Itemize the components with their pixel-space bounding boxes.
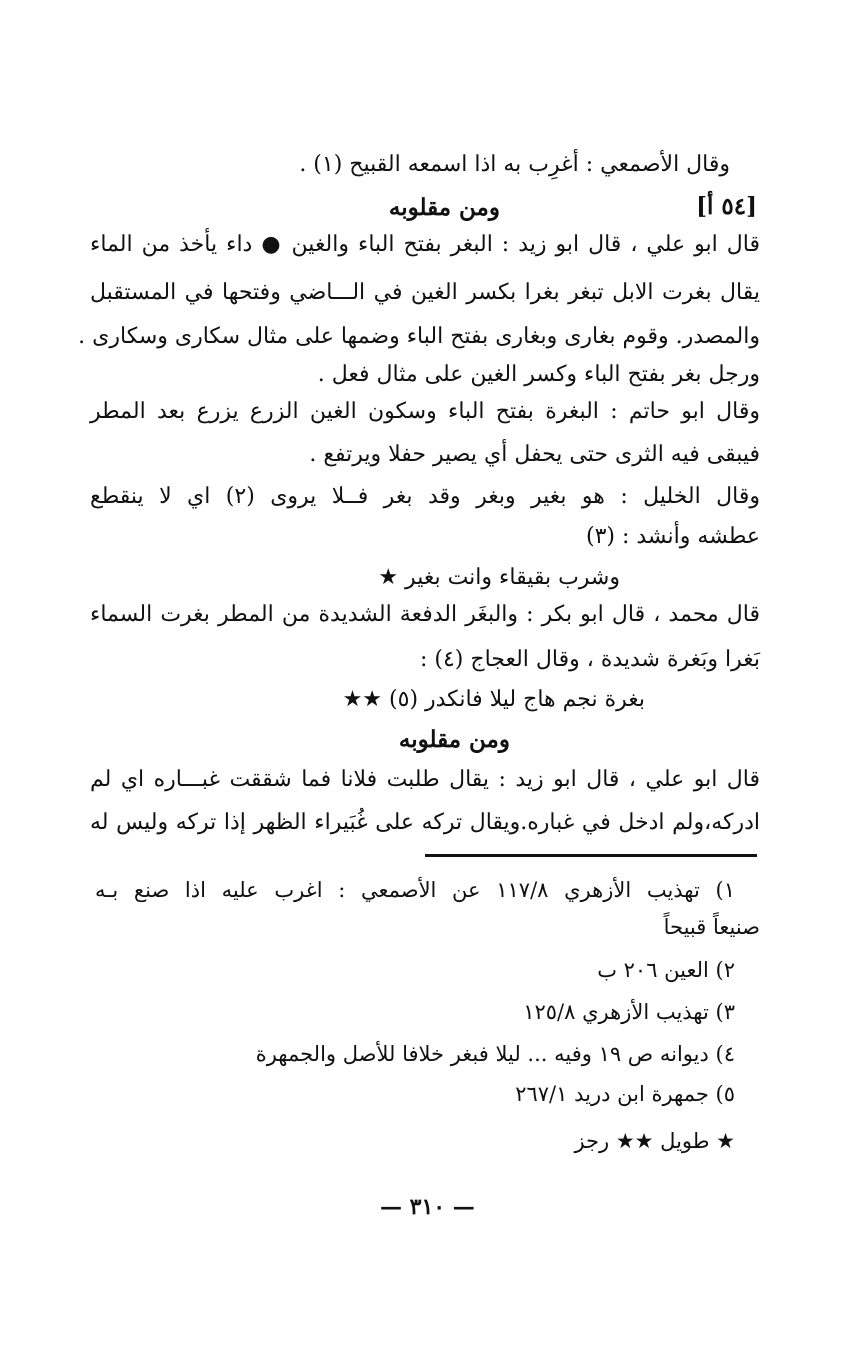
text-line-8: فيبقى فيه الثرى حتى يحفل أي يصير حفلا ويرتفع .: [309, 442, 760, 467]
verse-line-1: وشرب بقيقاء وانت بغير ★: [378, 565, 620, 590]
footnote-3: ٣) تهذيب الأزهري ١٢٥/٨: [523, 1000, 735, 1024]
text-line-13: بَغرا وبَغرة شديدة ، وقال العجاج (٤) :: [419, 647, 760, 672]
text-line-12: قال محمد ، قال ابو بكر : والبغَر الدفعة الشديدة من المطر بغرت السماء: [90, 602, 760, 627]
text-line-6: ورجل بغر بفتح الباء وكسر الغين على مثال فعل .: [317, 362, 760, 387]
text-line-16: قال ابو علي ، قال ابو زيد : يقال طلبت فلانا فما شققت غبـــاره اي لم: [90, 767, 760, 792]
section-heading-2: ومن مقلوبه: [398, 726, 510, 753]
footnote-4: ٤) ديوانه ص ١٩ وفيه ... ليلا فبغر خلافا للأصل والجمهرة: [255, 1042, 735, 1066]
section-heading-1: ومن مقلوبه: [388, 194, 500, 221]
footnote-2: ٢) العين ٢٠٦ ب: [597, 958, 735, 982]
text-line-10: عطشه وأنشد : (٣): [585, 524, 760, 549]
footnote-separator: [425, 854, 757, 857]
footnote-5: ٥) جمهرة ابن دريد ٢٦٧/١: [515, 1082, 735, 1106]
text-line-5: والمصدر. وقوم بغارى وبغارى بفتح الباء وضمها على مثال سكارى وسكارى .: [78, 324, 760, 349]
text-line-9: وقال الخليل : هو بغير وبغر وقد بغر فــلا يروى (٢) اي لا ينقطع: [90, 484, 760, 509]
page-number: — ٣١٠ —: [380, 1194, 475, 1220]
verse-line-2: بغرة نجم هاج ليلا فانكدر (٥) ★★: [342, 687, 645, 712]
text-line-4: يقال بغرت الابل تبغر بغرا بكسر الغين في الـــاضي وفتحها في المستقبل: [90, 280, 760, 305]
folio-marker: [٥٤ أ]: [696, 193, 757, 220]
text-line-3: قال ابو علي ، قال ابو زيد : البغر بفتح الباء والغين ● داء يأخذ من الماء: [90, 232, 760, 257]
text-line-17: ادركه،ولم ادخل في غباره.ويقال تركه على غُبَيراء الظهر إذا تركه وليس له: [90, 810, 760, 835]
footnote-1: ١) تهذيب الأزهري ١١٧/٨ عن الأصمعي : اغرب عليه اذا صنع بـه: [95, 878, 735, 902]
footnote-1-cont: صنيعاً قبيحاً: [663, 915, 760, 939]
text-line-7: وقال ابو حاتم : البغرة بفتح الباء وسكون الغين الزرع يزرع بعد المطر: [90, 399, 760, 424]
footnote-meter: ★ طويل ★★ رجز: [574, 1129, 735, 1153]
text-line-1: وقال الأصمعي : أغرِب به اذا اسمعه القبيح (١) .: [299, 152, 730, 177]
